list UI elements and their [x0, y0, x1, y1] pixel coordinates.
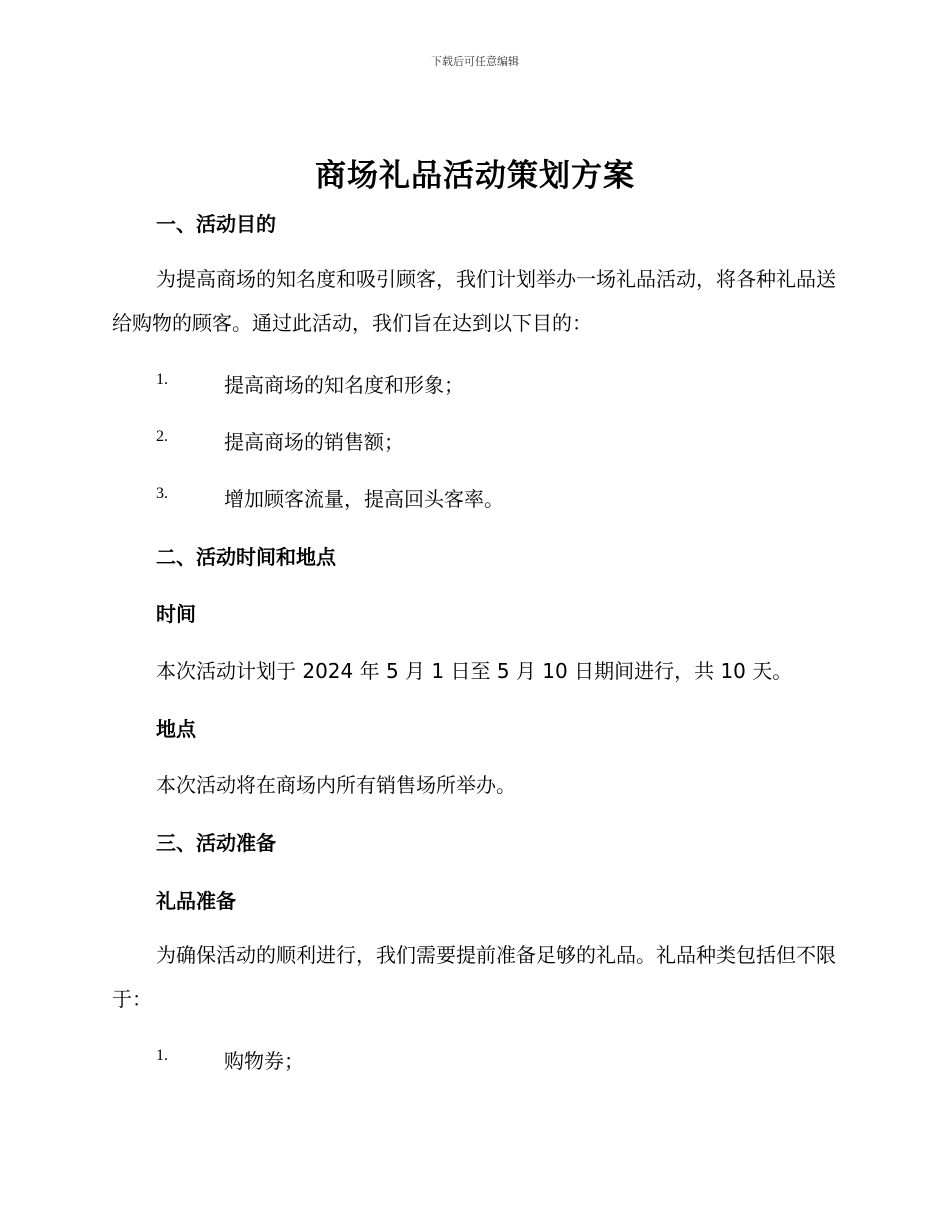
gift-preparation-paragraph: 为确保活动的顺利进行，我们需要提前准备足够的礼品。礼品种类包括但不限于： [112, 943, 836, 1011]
purpose-intro-paragraph: 为提高商场的知名度和吸引顾客，我们计划举办一场礼品活动，将各种礼品送给购物的顾客。通过此活动，我们旨在达到以下目的： [112, 267, 836, 335]
subheading-place: 地点 [156, 717, 196, 741]
list-item-text: 增加顾客流量，提高回头客率。 [224, 487, 504, 511]
list-item-text: 提高商场的知名度和形象； [224, 373, 464, 397]
list-item-text: 提高商场的销售额； [224, 430, 404, 454]
document-title: 商场礼品活动策划方案 [315, 158, 635, 194]
list-item-text: 购物券； [224, 1049, 304, 1073]
list-item-number: 1. [156, 1047, 168, 1064]
subheading-gift-preparation: 礼品准备 [156, 889, 236, 913]
place-paragraph: 本次活动将在商场内所有销售场所举办。 [156, 773, 516, 797]
section-heading-purpose: 一、活动目的 [156, 212, 276, 236]
section-heading-time-place: 二、活动时间和地点 [156, 545, 336, 569]
section-heading-preparation: 三、活动准备 [156, 831, 276, 855]
subheading-time: 时间 [156, 602, 196, 626]
list-item-number: 1. [156, 371, 168, 388]
time-paragraph: 本次活动计划于 2024 年 5 月 1 日至 5 月 10 日期间进行，共 10 天。 [156, 659, 793, 683]
page-header: 下载后可任意编辑 [431, 55, 519, 68]
list-item-number: 2. [156, 428, 168, 445]
list-item-number: 3. [156, 485, 168, 502]
